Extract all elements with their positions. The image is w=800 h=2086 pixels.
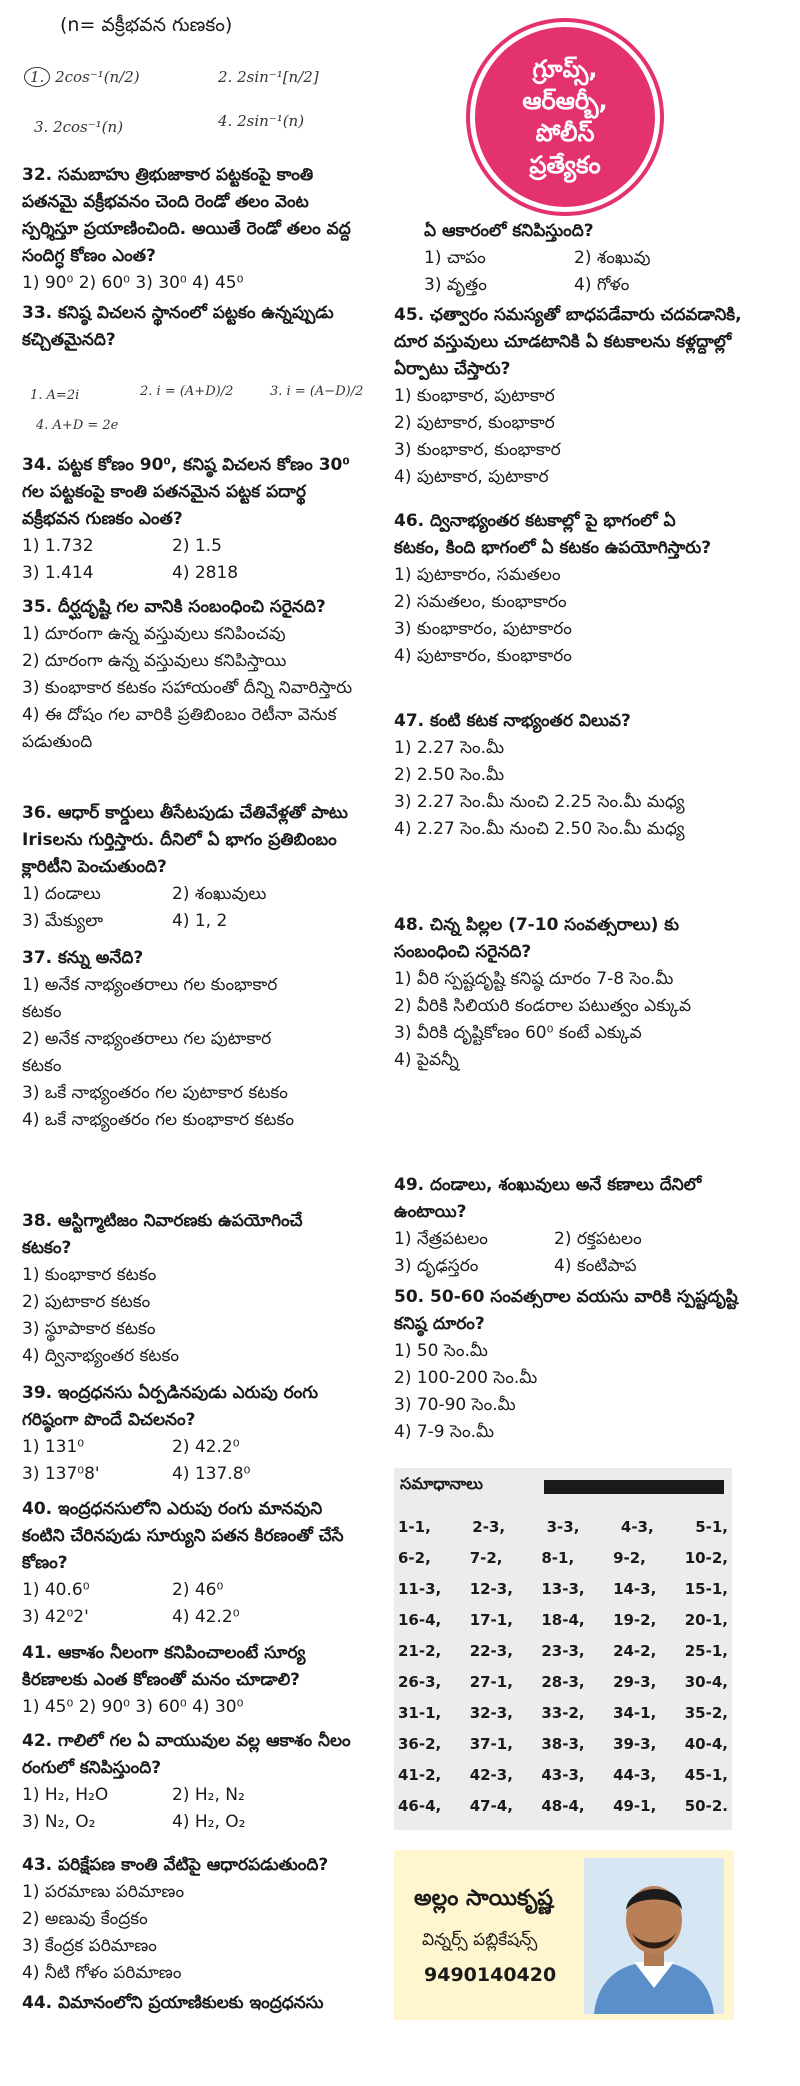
question-35: 35. దీర్ఘదృష్టి గల వానికి సంబంధించి సరైనది? 1) దూరంగా ఉన్న వస్తువులు కనిపించవు 2) దూరంగా ఉన్న వస్తువులు కనిపిస్తాయి 3) కుంభాకార కటకం సహాయంతో దీన్ని నివారిస్తారు 4) ఈ దోషం గల వారికి ప్రతిబింబం రెటీనా వెనుక పడుతుంది: [22, 597, 353, 752]
answers-row: 16-4, 17-1, 18-4, 19-2, 20-1,: [398, 1611, 728, 1629]
question-33: 33. కనిష్ఠ విచలన స్థానంలో పట్టకం ఉన్నప్పుడు కచ్చితమైనది?: [22, 303, 334, 350]
question-40: 40. ఇంద్రధనసులోని ఎరుపు రంగు మానవుని కంటిని చేరినపుడు సూర్యుని పతన కిరణంతో చేసే కోణం? 1) 40.6⁰ 2) 46⁰ 3) 42⁰2' 4) 42.2⁰: [22, 1499, 344, 1627]
badge-line: ఆర్ఆర్బీ,: [522, 87, 608, 115]
answers-row: 36-2, 37-1, 38-3, 39-3, 40-4,: [398, 1735, 728, 1753]
question-46: 46. ద్వినాభ్యంతర కటకాల్లో పై భాగంలో ఏ కటకం, కింది భాగంలో ఏ కటకం ఉపయోగిస్తారు? 1) పుటాకారం, సమతలం 2) సమతలం, కుంభాకారం 3) కుంభాకారం, పుటాకారం 4) పుటాకారం, కుంభాకారం: [394, 511, 712, 666]
handwritten-q33-opt4: 4. A+D = 2e: [36, 418, 119, 433]
answers-row: 41-2, 42-3, 43-3, 44-3, 45-1,: [398, 1766, 728, 1784]
question-42: 42. గాలిలో గల ఏ వాయువుల వల్ల ఆకాశం నీలం రంగులో కనిపిస్తుంది? 1) H₂, H₂O 2) H₂, N₂ 3) N₂, O₂ 4) H₂, O₂: [22, 1731, 351, 1832]
answers-grid: [398, 1512, 728, 1822]
question-47: 47. కంటి కటక నాభ్యంతర విలువ? 1) 2.27 సెం.మీ 2) 2.50 సెం.మీ 3) 2.27 సెం.మీ నుంచి 2.25 సెం.మీ మధ్య 4) 2.27 సెం.మీ నుంచి 2.50 సెం.మీ మధ్య: [394, 711, 685, 839]
badge-line: ప్రత్యేకం: [529, 151, 601, 179]
question-43: 43. పరిక్షేపణ కాంతి వేటిపై ఆధారపడుతుంది? 1) పరమాణు పరిమాణం 2) అణువు కేంద్రకం 3) కేంద్రక పరిమాణం 4) నీటి గోళం పరిమాణం: [22, 1855, 329, 1983]
badge-line: గ్రూప్స్,: [532, 55, 598, 83]
question-41: 41. ఆకాశం నీలంగా కనిపించాలంటే సూర్య కిరణాలకు ఎంత కోణంతో మనం చూడాలి? 1) 45⁰ 2) 90⁰ 3) 60⁰ 4) 30⁰: [22, 1643, 306, 1717]
question-45: 45. ఛత్వారం సమస్యతో బాధపడేవారు చదవడానికి, దూర వస్తువులు చూడటానికి ఏ కటకాలను కళ్లద్దాల్లో ఏర్పాటు చేస్తారు? 1) కుంభాకార, పుటాకార 2) పుటాకార, కుంభాకార 3) కుంభాకార, కుంభాకార 4) పుటాకార, పుటాకార: [394, 305, 742, 487]
handwritten-option-2: 2. 2sin⁻¹[n/2]: [218, 68, 319, 86]
question-32: 32. సమబాహు త్రిభుజాకార పట్టకంపై కాంతి పతనమై వక్రీభవనం చెంది రెండో తలం వెంట స్పర్శిస్తూ ప్రయాణించింది. అయితే రెండో తలం వద్ద సందిగ్ధ కోణం ఎంత? 1) 90⁰ 2) 60⁰ 3) 30⁰ 4) 45⁰: [22, 162, 362, 297]
special-badge: [470, 22, 660, 212]
question-50: 50. 50-60 సంవత్సరాల వయసు వారికి స్పష్టదృష్టి కనిష్ఠ దూరం? 1) 50 సెం.మీ 2) 100-200 సెం.మీ 3) 70-90 సెం.మీ 4) 7-9 సెం.మీ: [394, 1287, 738, 1442]
question-38: 38. ఆస్టిగ్మాటిజం నివారణకు ఉపయోగించే కటకం? 1) కుంభాకార కటకం 2) పుటాకార కటకం 3) స్థూపాకార కటకం 4) ద్వినాభ్యంతర కటకం: [22, 1211, 303, 1366]
person-portrait-icon: [584, 1858, 724, 2014]
question-39: 39. ఇంద్రధనసు ఏర్పడినపుడు ఎరుపు రంగు గరిష్ఠంగా పొందే విచలనం? 1) 131⁰ 2) 42.2⁰ 3) 137⁰8' 4) 137.8⁰: [22, 1383, 319, 1484]
answers-row: 46-4, 47-4, 48-4, 49-1, 50-2.: [398, 1797, 728, 1815]
answers-box: [394, 1468, 732, 1830]
handwritten-q33-opt3: 3. i = (A−D)/2: [270, 384, 364, 399]
author-publisher: విన్నర్స్ పబ్లికేషన్స్: [422, 1930, 538, 1950]
answers-title: సమాధానాలు: [400, 1474, 483, 1493]
handwritten-option-4: 4. 2sin⁻¹(n): [218, 112, 305, 130]
answers-row: 26-3, 27-1, 28-3, 29-3, 30-4,: [398, 1673, 728, 1691]
answers-row: 21-2, 22-3, 23-3, 24-2, 25-1,: [398, 1642, 728, 1660]
answers-row: 1-1, 2-3, 3-3, 4-3, 5-1,: [398, 1518, 728, 1536]
handwritten-option-3: 3. 2cos⁻¹(n): [34, 118, 124, 136]
answers-row: 11-3, 12-3, 13-3, 14-3, 15-1,: [398, 1580, 728, 1598]
question-44: 44. విమానంలోని ప్రయాణికులకు ఇంద్రధనసు: [22, 1993, 324, 2013]
answers-row: 31-1, 32-3, 33-2, 34-1, 35-2,: [398, 1704, 728, 1722]
question-48: 48. చిన్న పిల్లల (7-10 సంవత్సరాలు) కు సంబంధించి సరైనది? 1) వీరి స్పష్టదృష్టి కనిష్ఠ దూరం 7-8 సెం.మీ 2) వీరికి సిలియరి కండరాల పటుత్వం ఎక్కువ 3) వీరికి దృష్టికోణం 60⁰ కంటే ఎక్కువ 4) పైవన్నీ: [394, 915, 692, 1070]
answers-row: 6-2, 7-2, 8-1, 9-2, 10-2,: [398, 1549, 728, 1567]
option-row: 1) 90⁰ 2) 60⁰ 3) 30⁰ 4) 45⁰: [22, 273, 244, 293]
refractive-index-note: (n= వక్రీభవన గుణకం): [60, 14, 233, 36]
question-37: 37. కన్ను అనేది? 1) అనేక నాభ్యంతరాలు గల కుంభాకార కటకం 2) అనేక నాభ్యంతరాలు గల పుటాకార కటకం 3) ఒకే నాభ్యంతరం గల పుటాకార కటకం 4) ఒకే నాభ్యంతరం గల కుంభాకార కటకం: [22, 948, 294, 1130]
badge-line: పోలీస్: [535, 119, 595, 147]
question-34: 34. పట్టక కోణం 90⁰, కనిష్ఠ విచలన కోణం 30⁰ గల పట్టకంపై కాంతి పతనమైన పట్టక పదార్థ వక్రీభవన గుణకం ఎంత? 1) 1.732 2) 1.5 3) 1.414 4) 2818: [22, 455, 350, 583]
answers-title-bar: [544, 1480, 724, 1494]
handwritten-q33-opt2: 2. i = (A+D)/2: [140, 384, 234, 399]
question-36: 36. ఆధార్ కార్డులు తీసేటపుడు చేతివేళ్లతో పాటు Irisలను గుర్తిస్తారు. దీనిలో ఏ భాగం ప్రతిబింబం క్లారిటీని పెంచుతుంది? 1) దండాలు 2) శంఖువులు 3) మేక్యులా 4) 1, 2: [22, 803, 348, 931]
handwritten-q33-opt1: 1. A=2i: [30, 388, 80, 403]
author-photo: [584, 1858, 724, 2014]
author-name: అల్లం సాయికృష్ణ: [414, 1886, 553, 1911]
question-49: 49. దండాలు, శంఖువులు అనే కణాలు దేనిలో ఉంటాయి? 1) నేత్రపటలం 2) రక్తపటలం 3) దృఢస్తరం 4) కంటిపాప: [394, 1175, 702, 1276]
question-44-continued: ఏ ఆకారంలో కనిపిస్తుంది? 1) చాపం 2) శంఖువు 3) వృత్తం 4) గోళం: [424, 221, 651, 295]
author-phone: 9490140420: [424, 1964, 557, 1986]
author-box: [394, 1850, 734, 2020]
handwritten-option-1: 1. 2cos⁻¹(n/2): [24, 68, 140, 86]
